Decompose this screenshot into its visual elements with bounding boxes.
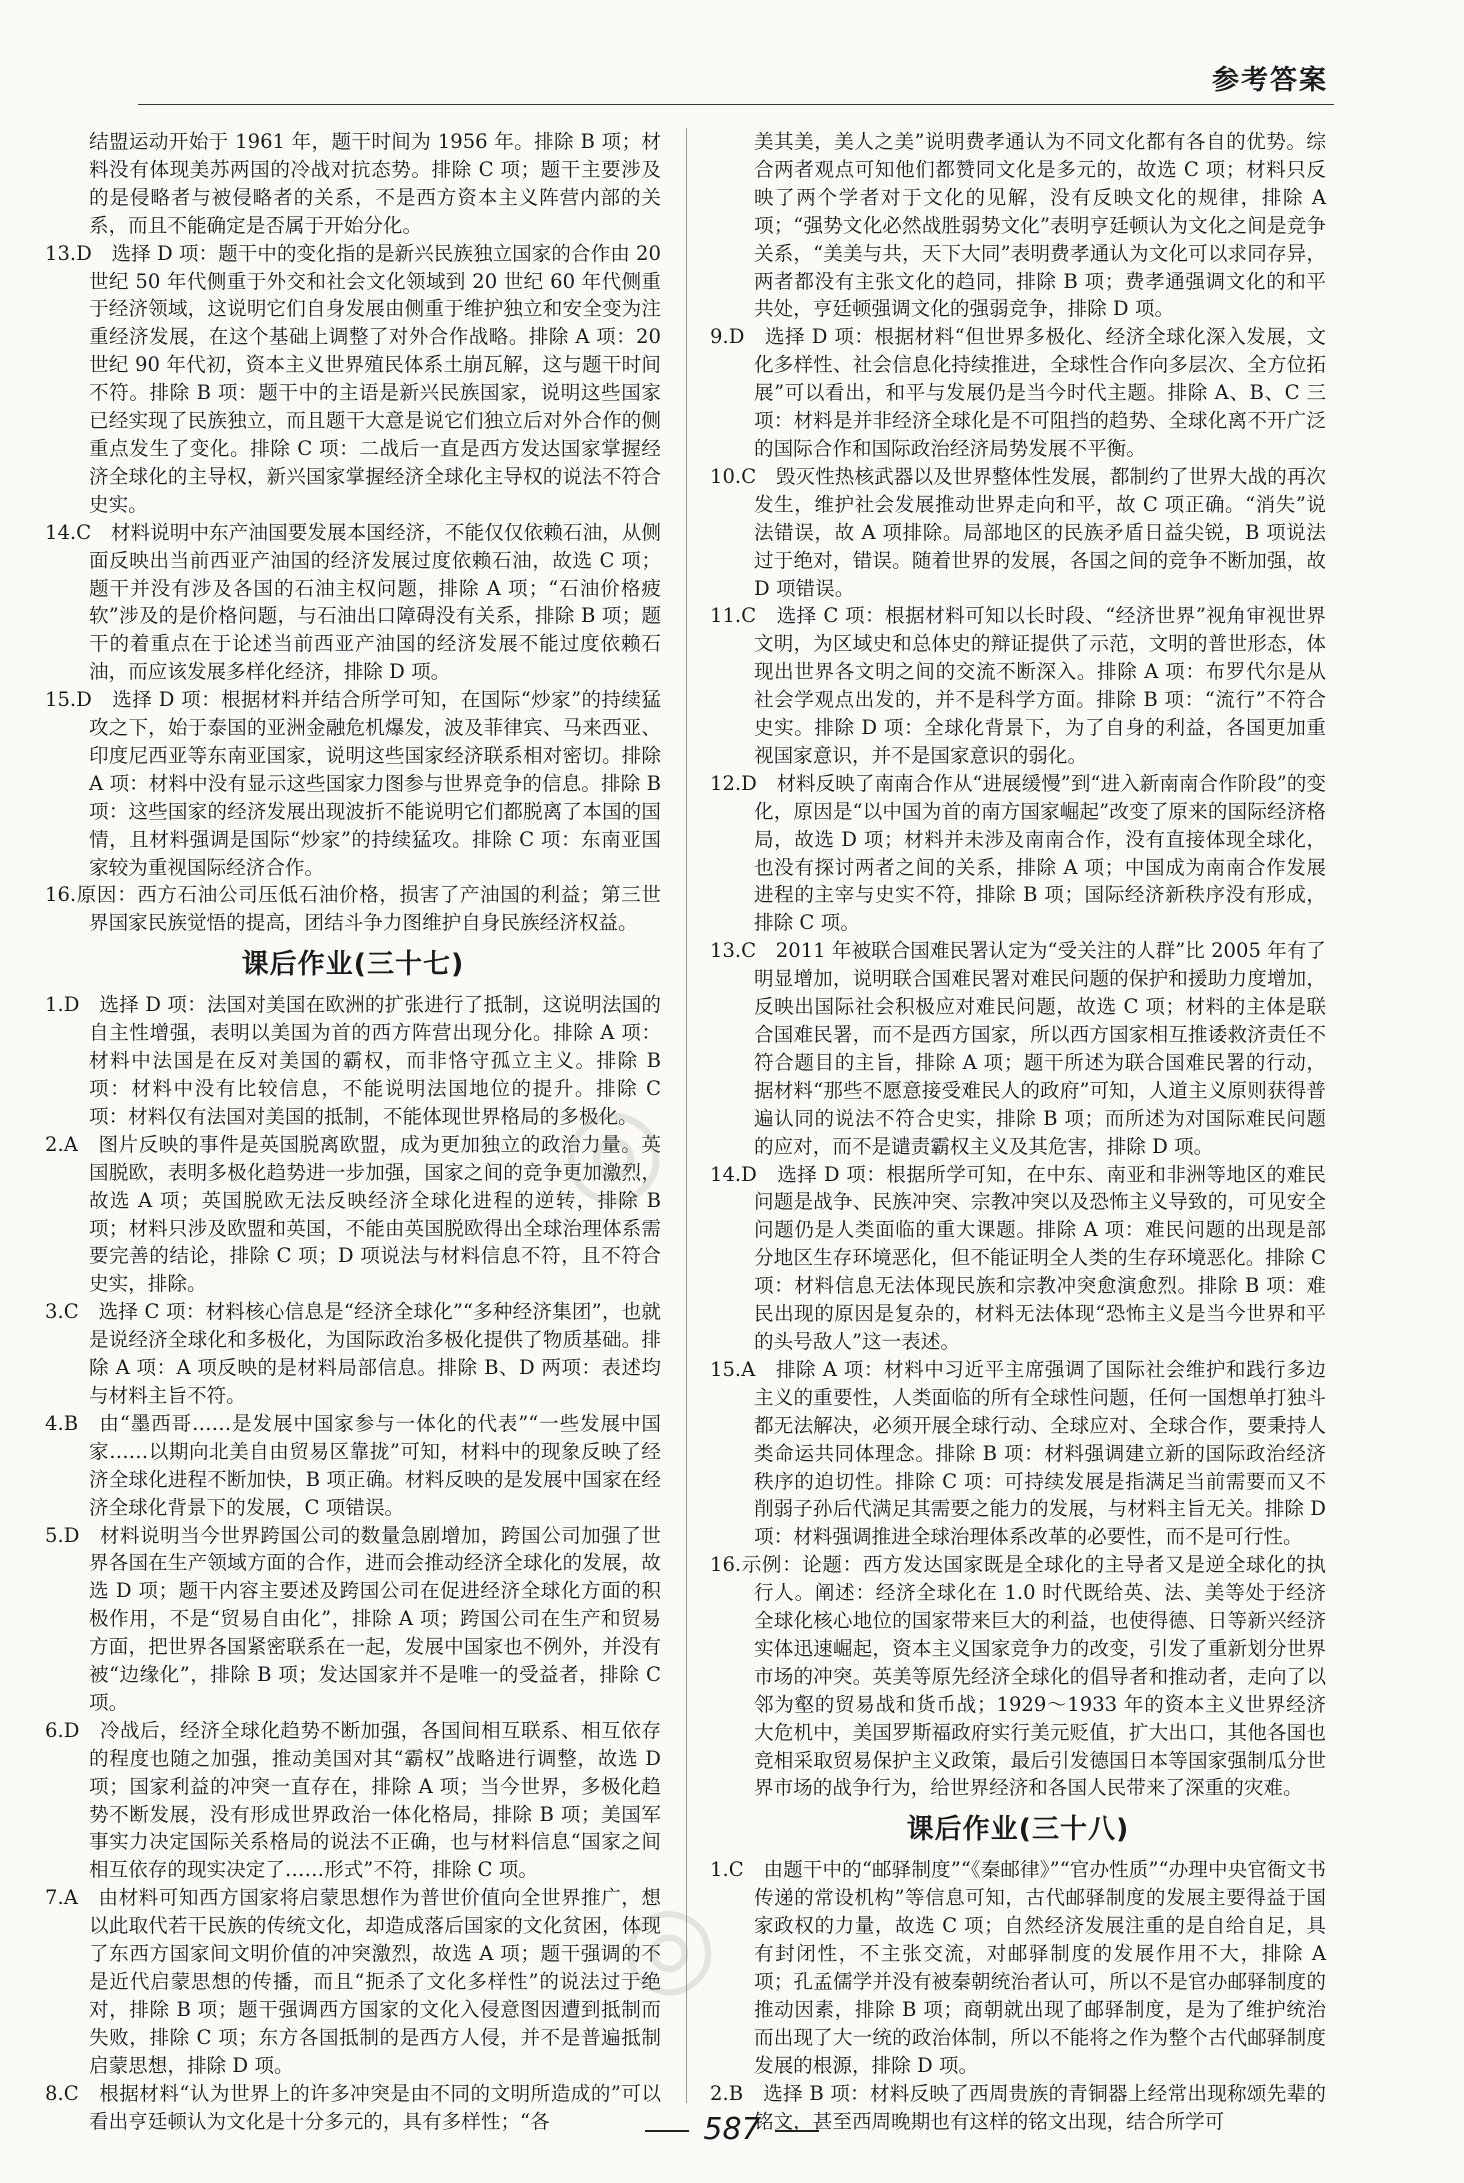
answer-item: 1.D 选择 D 项：法国对美国在欧洲的扩张进行了抵制，这说明法国的自主性增强，表明以美国为首的西方阵营出现分化。排除 A 项：材料中法国是在反对美国的霸权，而非恪守孤立主义。排除 B 项：材料中没有比较信息，不能说明法国地位的提升。排除 C 项：材料仅有法国对美国的抵制，不能体现世界格局的多极化。	[45, 993, 661, 1128]
answer-item: 6.D 冷战后，经济全球化趋势不断加强，各国间相互联系、相互依存的程度也随之加强，推动美国对其“霸权”战略进行调整，故选 D 项；国家利益的冲突一直存在，排除 A 项；当今世界，多极化趋势不断发展，没有形成世界政治一体化格局，排除 B 项；美国军事实力决定国际关系格局的说法不正确，也与材料信息“国家之间相互依存的现实决定了……形式”不符，排除 C 项。	[45, 1718, 661, 1882]
answer-continuation: 美其美，美人之美”说明费孝通认为不同文化都有各自的优势。综合两者观点可知他们都赞同文化是多元的，故选 C 项；材料只反映了两个学者对于文化的见解，没有反映文化的规律，排除 A 项；“强势文化必然战胜弱势文化”表明亨廷顿认为文化之间是竞争关系，“美美与共，天下大同”表明费孝通认为文化可以求同存异，两者都没有主张文化的趋同，排除 B 项；费孝通强调文化的和平共处，亨廷顿强调文化的强弱竞争，排除 D 项。	[754, 130, 1326, 321]
page-number-dash-right	[775, 2130, 819, 2132]
answer-item: 15.A 排除 A 项：材料中习近平主席强调了国际社会维护和践行多边主义的重要性，人类面临的所有全球性问题，任何一国想单打独斗都无法解决，必须开展全球行动、全球应对、全球合作，要秉持人类命运共同体理念。排除 B 项：材料强调建立新的国际政治经济秩序的迫切性。排除 C 项：可持续发展是指满足当前需要而又不削弱子孙后代满足其需要之能力的发展，与材料主旨无关。排除 D 项：材料强调推进全球治理体系改革的必要性，而不是可行性。	[710, 1357, 1326, 1549]
answer-item: 5.D 材料说明当今世界跨国公司的数量急剧增加，跨国公司加强了世界各国在生产领域方面的合作，进而会推动经济全球化的发展，故选 D 项；题干内容主要述及跨国公司在促进经济全球化方面的积极作用，不是“贸易自由化”，排除 A 项；跨国公司在生产和贸易方面，把世界各国紧密联系在一起，发展中国家也不例外，并没有被“边缘化”，排除 B 项；发达国家并不是唯一的受益者，排除 C 项。	[45, 1523, 661, 1714]
answer-item: 15.D 选择 D 项：根据材料并结合所学可知，在国际“炒家”的持续猛攻之下，始于泰国的亚洲金融危机爆发，波及菲律宾、马来西亚、印度尼西亚等东南亚国家，说明这些国家经济联系相对密切。排除 A 项：材料中没有显示这些国家力图参与世界竞争的信息。排除 B 项：这些国家的经济发展出现波折不能说明它们都脱离了本国的国情，且材料强调是国际“炒家”的持续猛攻。排除 C 项：东南亚国家较为重视国际经济合作。	[45, 688, 661, 879]
page-number-value: 587	[703, 2112, 761, 2147]
answer-item: 9.D 选择 D 项：根据材料“但世界多极化、经济全球化深入发展，文化多样性、社会信息化持续推进，全球性合作向多层次、全方位拓展”可以看出，和平与发展仍是当今时代主题。排除 A、B、C 三项：材料是并非经济全球化是不可阻挡的趋势、全球化离不开广泛的国际合作和国际政治经济局势发展不平衡。	[710, 325, 1326, 460]
header-rule	[138, 104, 1334, 105]
answer-item: 13.D 选择 D 项：题干中的变化指的是新兴民族独立国家的合作由 20 世纪 50 年代侧重于外交和社会文化领域到 20 世纪 60 年代侧重于经济领域，这说明它们自身发展由侧重于维护独立和安全变为注重经济发展，在这个基础上调整了对外合作战略。排除 A 项：20 世纪 90 年代初，资本主义世界殖民体系土崩瓦解，这与题干时间不符。排除 B 项：题干中的主语是新兴民族国家，说明这些国家已经实现了民族独立，而且题干大意是说它们独立后对外合作的侧重点发生了变化。排除 C 项：二战后一直是西方发达国家掌握经济全球化的主导权，新兴国家掌握经济全球化主导权的说法不符合史实。	[45, 241, 661, 516]
answer-item: 14.D 选择 D 项：根据所学可知，在中东、南亚和非洲等地区的难民问题是战争、民族冲突、宗教冲突以及恐怖主义导致的，可见安全问题仍是人类面临的重大课题。排除 A 项：难民问题的出现是部分地区生存环境恶化，但不能证明全人类的生存环境恶化。排除 C 项：材料信息无法体现民族和宗教冲突愈演愈烈。排除 B 项：难民出现的原因是复杂的，材料无法体现“恐怖主义是当今世界和平的头号敌人”这一表述。	[710, 1162, 1326, 1353]
section-title: 课后作业(三十八)	[906, 1814, 1130, 1846]
answer-item: 16.示例：论题：西方发达国家既是全球化的主导者又是逆全球化的执行人。阐述：经济全球化在 1.0 时代既给英、法、美等处于经济全球化核心地位的国家带来巨大的利益，也使得德、日等新兴经济实体迅速崛起，资本主义国家竞争力的改变，引发了重新划分世界市场的冲突。英美等原先经济全球化的倡导者和推动者，走向了以邻为壑的贸易战和货币战；1929～1933 年的资本主义世界经济大危机中，美国罗斯福政府实行美元贬值，扩大出口，其他各国也竞相采取贸易保护主义政策，最后引发德国日本等国家强制瓜分世界市场的战争行为，给世界经济和各国人民带来了深重的灾难。	[710, 1553, 1326, 1800]
answer-continuation: 结盟运动开始于 1961 年，题干时间为 1956 年。排除 B 项；材料没有体现美苏两国的冷战对抗态势。排除 C 项；题干主要涉及的是侵略者与被侵略者的关系，不是西方资本主义阵营内部的关系，而且不能确定是否属于开始分化。	[89, 130, 661, 237]
answer-item: 8.C 根据材料“认为世界上的许多冲突是由不同的文明所造成的”可以看出亨廷顿认为文化是十分多元的，具有多样性；“各	[45, 2081, 661, 2133]
answer-item: 12.D 材料反映了南南合作从“进展缓慢”到“进入新南南合作阶段”的变化，原因是“以中国为首的南方国家崛起”改变了原来的国际经济格局，故选 D 项；材料并未涉及南南合作，没有直接体现全球化，也没有探讨两者之间的关系，排除 A 项；中国成为南南合作发展进程的主宰与史实不符，排除 B 项；国际经济新秩序没有形成，排除 C 项。	[710, 771, 1326, 935]
answer-item: 11.C 选择 C 项：根据材料可知以长时段、“经济世界”视角审视世界文明，为区域史和总体史的辩证提供了示范，文明的普世形态，体现出世界各文明之间的交流不断深入。排除 A 项：布罗代尔是从社会学观点出发的，并不是科学方面。排除 B 项：“流行”不符合史实。排除 D 项：全球化背景下，为了自身的利益，各国更加重视国家意识，并不是国家意识的弱化。	[710, 604, 1326, 767]
watermark-mark: ◎	[611, 1873, 725, 2015]
answer-item: 3.C 选择 C 项：材料核心信息是“经济全球化”“多种经济集团”，也就是说经济全球化和多极化，为国际政治多极化提供了物质基础。排除 A 项：A 项反映的是材料局部信息。排除 B、D 两项：表述均与材料主旨不符。	[45, 1300, 661, 1407]
answer-item: 10.C 毁灭性热核武器以及世界整体性发展，都制约了世界大战的再次发生，维护社会发展推动世界走向和平，故 C 项正确。“消失”说法错误，故 A 项排除。局部地区的民族矛盾日益尖锐，B 项说法过于绝对，错误。随着世界的发展，各国之间的竞争不断加强，故 D 项错误。	[710, 464, 1326, 600]
answer-item: 14.C 材料说明中东产油国要发展本国经济，不能仅仅依赖石油，从侧面反映出当前西亚产油国的经济发展过度依赖石油，故选 C 项；题干并没有涉及各国的石油主权问题，排除 A 项；“石油价格疲软”涉及的是价格问题，与石油出口障碍没有关系，排除 B 项；题干的着重点在于论述当前西亚产油国的经济发展不能过度依赖石油，而应该发展多样化经济，排除 D 项。	[45, 520, 661, 684]
section-title: 课后作业(三十七)	[241, 949, 465, 981]
answer-item: 2.A 图片反映的事件是英国脱离欧盟，成为更加独立的政治力量。英国脱欧，表明多极化趋势进一步加强，国家之间的竞争更加激烈，故选 A 项；英国脱欧无法反映经济全球化进程的逆转，排除 B 项；材料只涉及欧盟和英国，不能由英国脱欧得出全球治理体系需要完善的结论，排除 C 项；D 项说法与材料信息不符，且不符合史实，排除。	[45, 1132, 661, 1296]
answer-item: 1.C 由题干中的“邮驿制度”“《秦邮律》”“官办性质”“办理中央官衙文书传递的常设机构”等信息可知，古代邮驿制度的发展主要得益于国家政权的力量，故选 C 项；自然经济发展注重的是自给自足，具有封闭性，不主张交流，对邮驿制度的发展作用不大，排除 A 项；孔孟儒学并没有被秦朝统治者认可，所以不是官办邮驿制度的推动因素，排除 B 项；商朝就出现了邮驿制度，是为了维护统治而出现了大一统的政治体制，所以不能将之作为整个古代邮驿制度发展的根源，排除 D 项。	[710, 1858, 1326, 2077]
answer-item: 13.C 2011 年被联合国难民署认定为“受关注的人群”比 2005 年有了明显增加，说明联合国难民署对难民问题的保护和援助力度增加，反映出国际社会积极应对难民问题，故选 C 项；材料的主体是联合国难民署，而不是西方国家，所以西方国家相互推诿救济责任不符合题目的主旨，排除 A 项；题干所述为联合国难民署的行动，据材料“那些不愿意接受难民人的政府”可知，人道主义原则获得普遍认同的说法不符合史实，排除 B 项；而所述为对国际难民问题的应对，而不是谴责霸权主义及其危害，排除 D 项。	[710, 939, 1326, 1158]
left-column	[45, 128, 661, 2133]
answer-item: 2.B 选择 B 项：材料反映了西周贵族的青铜器上经常出现称颂先辈的铭文，甚至西周晚期也有这样的铭文出现，结合所学可	[710, 2081, 1326, 2133]
page-number	[0, 2112, 1464, 2147]
column-divider	[686, 128, 687, 2103]
answer-item: 4.B 由“墨西哥……是发展中国家参与一体化的代表”“一些发展中国家……以期向北美自由贸易区靠拢”可知，材料中的现象反映了经济全球化进程不断加快，B 项正确。材料反映的是发展中国家在经济全球化背景下的发展，C 项错误。	[45, 1411, 661, 1519]
answer-item: 16.原因：西方石油公司压低石油价格，损害了产油国的利益；第三世界国家民族觉悟的提高，团结斗争力图维护自身民族经济权益。	[45, 883, 661, 935]
page-header-label: 参考答案	[1212, 65, 1328, 96]
page-number-dash-left	[645, 2130, 689, 2132]
answer-item: 7.A 由材料可知西方国家将启蒙思想作为普世价值向全世界推广，想以此取代若干民族的传统文化，却造成落后国家的文化贫困，体现了东西方国家间文明价值的冲突激烈，故选 A 项；题干强调的不是近代启蒙思想的传播，而且“扼杀了文化多样性”的说法过于绝对，排除 B 项；题干强调西方国家的文化入侵意图因遭到抵制而失败，排除 C 项；东方各国抵制的是西方人侵，并不是普遍抵制启蒙思想，排除 D 项。	[45, 1886, 661, 2077]
watermark-mark: ◎	[550, 1073, 674, 1226]
